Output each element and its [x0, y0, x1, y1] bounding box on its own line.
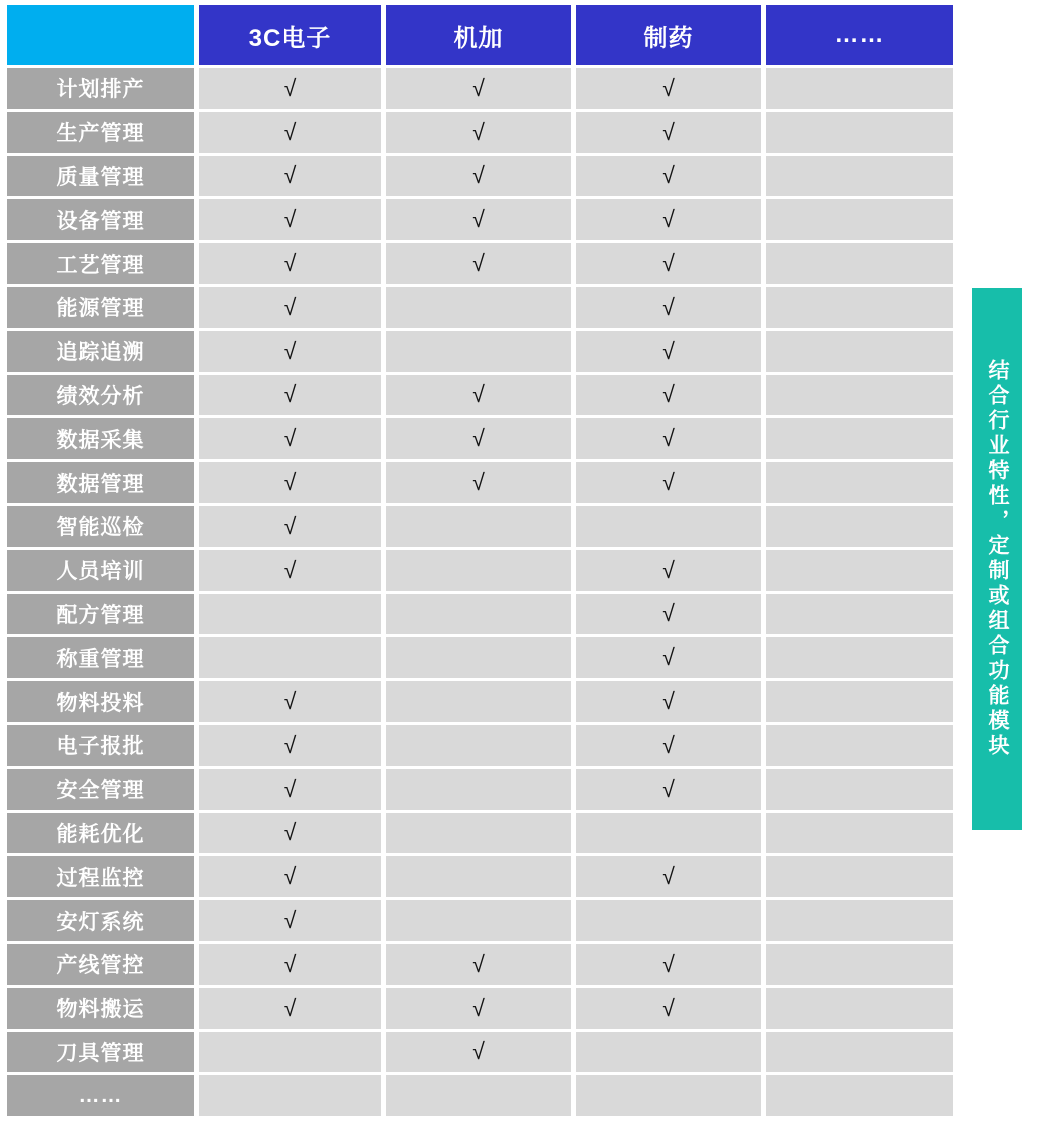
row-label: 能源管理: [7, 287, 194, 328]
row-label: 过程监控: [7, 856, 194, 897]
empty-cell: [576, 900, 761, 941]
empty-cell: [766, 506, 953, 547]
check-cell: √: [386, 243, 571, 284]
empty-cell: [766, 68, 953, 109]
empty-cell: [576, 1032, 761, 1073]
row-label: 质量管理: [7, 156, 194, 197]
row-label: 安全管理: [7, 769, 194, 810]
empty-cell: [766, 725, 953, 766]
check-cell: √: [199, 243, 381, 284]
empty-cell: [386, 550, 571, 591]
check-cell: √: [199, 331, 381, 372]
empty-cell: [199, 1032, 381, 1073]
empty-cell: [766, 243, 953, 284]
check-cell: √: [386, 462, 571, 503]
empty-cell: [766, 331, 953, 372]
check-cell: √: [576, 725, 761, 766]
empty-cell: [766, 900, 953, 941]
empty-cell: [766, 813, 953, 854]
check-cell: √: [576, 769, 761, 810]
check-cell: √: [199, 813, 381, 854]
empty-cell: [766, 462, 953, 503]
row-label: 计划排产: [7, 68, 194, 109]
check-cell: √: [199, 287, 381, 328]
empty-cell: [576, 1075, 761, 1116]
check-cell: √: [199, 156, 381, 197]
check-cell: √: [199, 418, 381, 459]
empty-cell: [386, 813, 571, 854]
empty-cell: [386, 287, 571, 328]
empty-cell: [386, 331, 571, 372]
row-label: 物料搬运: [7, 988, 194, 1029]
check-cell: √: [576, 856, 761, 897]
check-cell: √: [576, 331, 761, 372]
check-cell: √: [386, 988, 571, 1029]
check-cell: √: [199, 856, 381, 897]
check-cell: √: [386, 68, 571, 109]
empty-cell: [766, 944, 953, 985]
row-label: 数据采集: [7, 418, 194, 459]
empty-cell: [766, 681, 953, 722]
check-cell: √: [199, 375, 381, 416]
check-cell: √: [576, 681, 761, 722]
column-header: 机加: [386, 5, 571, 65]
check-cell: √: [386, 199, 571, 240]
check-cell: √: [199, 112, 381, 153]
empty-cell: [386, 681, 571, 722]
empty-cell: [766, 156, 953, 197]
check-cell: √: [576, 68, 761, 109]
check-cell: √: [576, 199, 761, 240]
check-cell: √: [199, 725, 381, 766]
empty-cell: [766, 375, 953, 416]
check-cell: √: [199, 506, 381, 547]
empty-cell: [199, 1075, 381, 1116]
check-cell: √: [576, 243, 761, 284]
row-label: 物料投料: [7, 681, 194, 722]
empty-cell: [386, 725, 571, 766]
check-cell: √: [576, 375, 761, 416]
check-cell: √: [386, 375, 571, 416]
feature-industry-matrix: [7, 5, 953, 1116]
row-label: 产线管控: [7, 944, 194, 985]
empty-cell: [386, 856, 571, 897]
empty-cell: [386, 594, 571, 635]
check-cell: √: [576, 418, 761, 459]
check-cell: √: [386, 112, 571, 153]
empty-cell: [766, 637, 953, 678]
row-label: 称重管理: [7, 637, 194, 678]
side-note-text: 结合行业特性，定制或组合功能模块: [986, 359, 1009, 759]
row-label: 刀具管理: [7, 1032, 194, 1073]
empty-cell: [386, 769, 571, 810]
empty-cell: [576, 813, 761, 854]
check-cell: √: [576, 156, 761, 197]
check-cell: √: [199, 68, 381, 109]
empty-cell: [766, 769, 953, 810]
column-header: 3C电子: [199, 5, 381, 65]
check-cell: √: [199, 988, 381, 1029]
row-label: 工艺管理: [7, 243, 194, 284]
empty-cell: [766, 287, 953, 328]
check-cell: √: [576, 944, 761, 985]
check-cell: √: [576, 550, 761, 591]
empty-cell: [199, 594, 381, 635]
row-label: 电子报批: [7, 725, 194, 766]
empty-cell: [766, 418, 953, 459]
check-cell: √: [199, 681, 381, 722]
check-cell: √: [576, 988, 761, 1029]
column-header: ……: [766, 5, 953, 65]
side-note-bar: [972, 288, 1022, 830]
check-cell: √: [199, 462, 381, 503]
row-label: 绩效分析: [7, 375, 194, 416]
empty-cell: [766, 988, 953, 1029]
row-label: 数据管理: [7, 462, 194, 503]
column-header: 制药: [576, 5, 761, 65]
check-cell: √: [386, 1032, 571, 1073]
row-label: 追踪追溯: [7, 331, 194, 372]
check-cell: √: [199, 199, 381, 240]
empty-cell: [199, 637, 381, 678]
row-label: 生产管理: [7, 112, 194, 153]
corner-cell: [7, 5, 194, 65]
check-cell: √: [199, 769, 381, 810]
empty-cell: [766, 112, 953, 153]
row-label: 能耗优化: [7, 813, 194, 854]
check-cell: √: [576, 637, 761, 678]
empty-cell: [386, 1075, 571, 1116]
check-cell: √: [199, 944, 381, 985]
check-cell: √: [576, 462, 761, 503]
empty-cell: [766, 550, 953, 591]
row-label: 设备管理: [7, 199, 194, 240]
empty-cell: [766, 1075, 953, 1116]
empty-cell: [766, 856, 953, 897]
empty-cell: [766, 1032, 953, 1073]
check-cell: √: [386, 944, 571, 985]
empty-cell: [576, 506, 761, 547]
empty-cell: [766, 594, 953, 635]
empty-cell: [386, 506, 571, 547]
row-label: 人员培训: [7, 550, 194, 591]
empty-cell: [386, 900, 571, 941]
row-label: 智能巡检: [7, 506, 194, 547]
empty-cell: [386, 637, 571, 678]
check-cell: √: [386, 418, 571, 459]
empty-cell: [766, 199, 953, 240]
row-label: ……: [7, 1075, 194, 1116]
check-cell: √: [199, 900, 381, 941]
check-cell: √: [576, 287, 761, 328]
check-cell: √: [386, 156, 571, 197]
row-label: 配方管理: [7, 594, 194, 635]
row-label: 安灯系统: [7, 900, 194, 941]
check-cell: √: [199, 550, 381, 591]
check-cell: √: [576, 112, 761, 153]
check-cell: √: [576, 594, 761, 635]
